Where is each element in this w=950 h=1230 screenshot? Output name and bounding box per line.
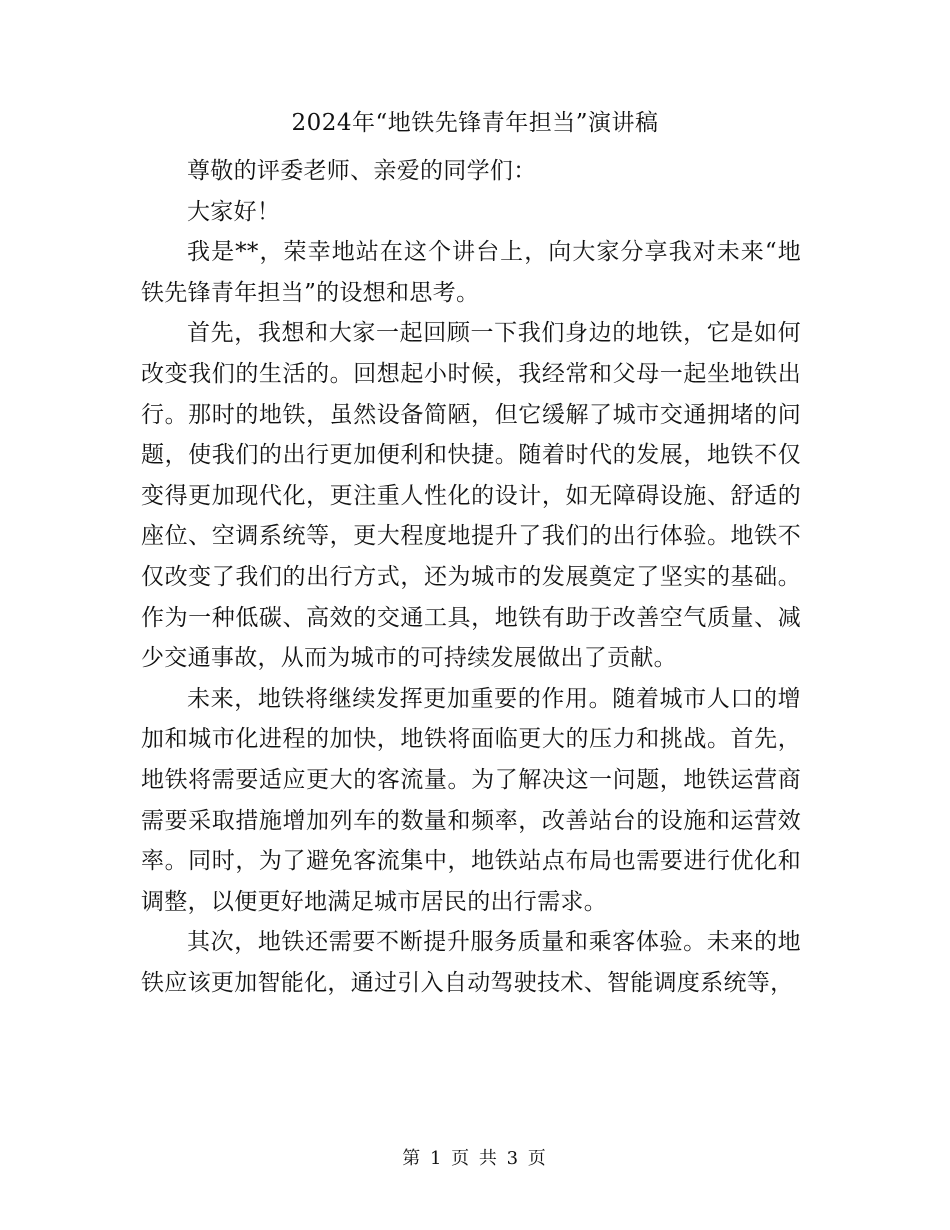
salutation-paragraph: 尊敬的评委老师、亲爱的同学们：	[187, 158, 537, 184]
document-body	[141, 151, 801, 1003]
body-paragraph: 其次，地铁还需要不断提升服务质量和乘客体验。未来的地铁应该更加智能化，通过引入自动驾驶技术、智能调度系统等，	[141, 929, 801, 996]
document-title: 2024年“地铁先锋青年担当”演讲稿	[291, 110, 659, 136]
intro-paragraph: 我是**，荣幸地站在这个讲台上，向大家分享我对未来“地铁先锋青年担当”的设想和思考。	[141, 239, 801, 306]
greeting-paragraph: 大家好！	[187, 198, 281, 225]
body-paragraph: 首先，我想和大家一起回顾一下我们身边的地铁，它是如何改变我们的生活的。回想起小时候，我经常和父母一起坐地铁出行。那时的地铁，虽然设备简陋，但它缓解了城市交通拥堵的问题，使我们的出行更加便利和快捷。随着时代的发展，地铁不仅变得更加现代化，更注重人性化的设计，如无障碍设施、舒适的座位、空调系统等，更大程度地提升了我们的出行体验。地铁不仅改变了我们的出行方式，还为城市的发展奠定了坚实的基础。作为一种低碳、高效的交通工具，地铁有助于改善空气质量、减少交通事故，从而为城市的可持续发展做出了贡献。	[141, 320, 801, 672]
body-paragraph: 未来，地铁将继续发挥更加重要的作用。随着城市人口的增加和城市化进程的加快，地铁将面临更大的压力和挑战。首先，地铁将需要适应更大的客流量。为了解决这一问题，地铁运营商需要采取措施增加列车的数量和频率，改善站台的设施和运营效率。同时，为了避免客流集中，地铁站点布局也需要进行优化和调整，以便更好地满足城市居民的出行需求。	[141, 685, 801, 915]
page-number-footer: 第 1 页 共 3 页	[402, 1148, 548, 1169]
